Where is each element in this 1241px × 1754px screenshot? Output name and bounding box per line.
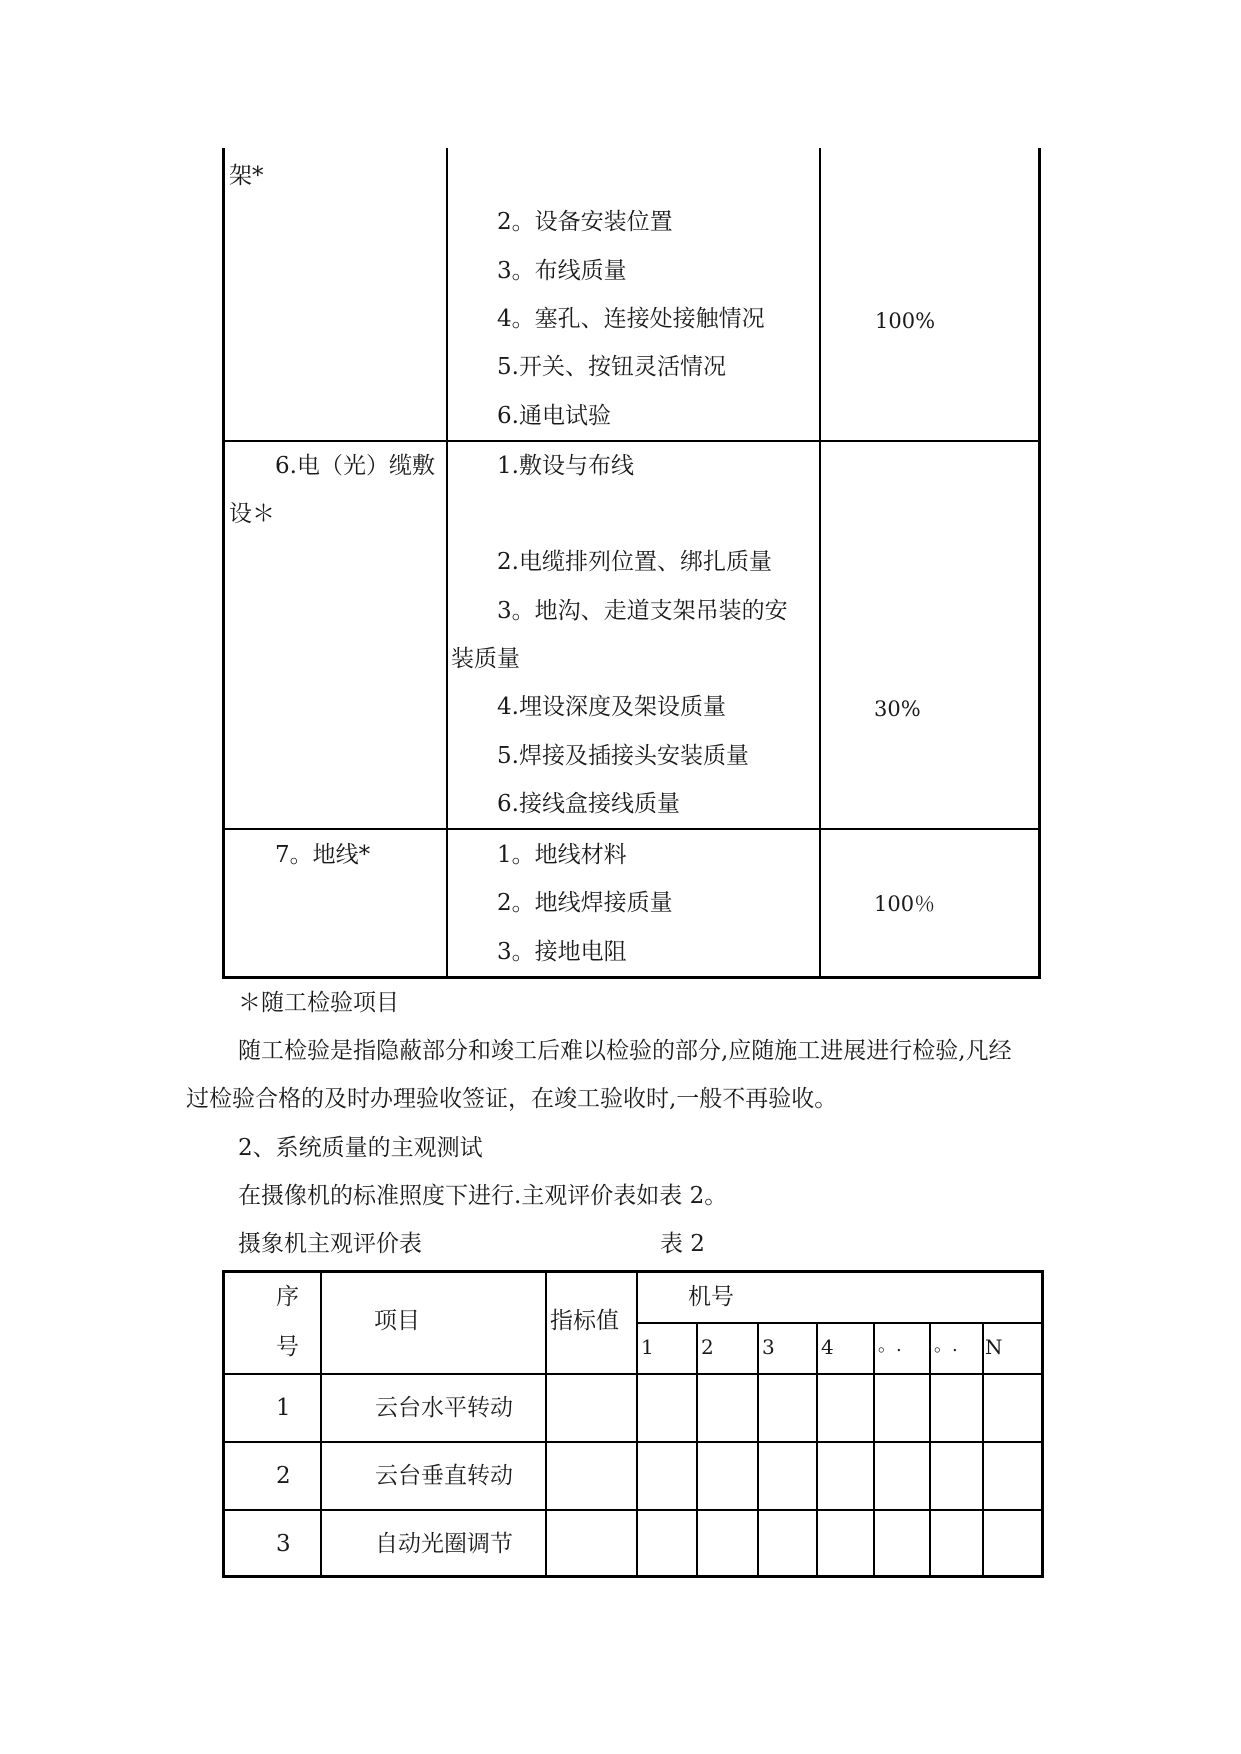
header-machine-col: 。. (934, 1335, 958, 1356)
column-divider (636, 1270, 638, 1578)
table-number: 表 2 (660, 1231, 705, 1257)
column-divider (819, 148, 821, 978)
row-item: 自动光圈调节 (375, 1531, 513, 1557)
row-seq: 3 (276, 1531, 291, 1557)
table-cell-check: 6.通电试验 (497, 403, 611, 429)
row-seq: 1 (276, 1395, 291, 1421)
table-border-left (222, 148, 225, 979)
row-divider (222, 1509, 1044, 1511)
footnote: ＊随工检验项目 (238, 990, 399, 1016)
table-cell-item: 设＊ (229, 501, 275, 527)
table-cell-check: 装质量 (451, 646, 520, 672)
table-cell-item: 架* (229, 163, 264, 189)
table-cell-check: 6.接线盒接线质量 (497, 791, 680, 817)
table-cell-item: 7。地线* (275, 842, 371, 868)
table-cell-check: 2.电缆排列位置、绑扎质量 (497, 549, 772, 575)
column-divider (696, 1323, 698, 1578)
paragraph: 随工检验是指隐蔽部分和竣工后难以检验的部分,应随施工进展进行检验,凡经 (238, 1038, 1012, 1064)
header-machine-col: 3 (762, 1335, 775, 1359)
table-border-left (222, 1270, 225, 1578)
column-divider (929, 1323, 931, 1578)
column-divider (873, 1323, 875, 1578)
table-cell-check: 2。设备安装位置 (497, 209, 673, 235)
table-cell-check: 4。塞孔、连接处接触情况 (497, 306, 765, 332)
header-machine-col: 1 (641, 1335, 654, 1359)
header-machine-col: 2 (701, 1335, 714, 1359)
column-divider (982, 1323, 984, 1578)
header-machine: 机号 (688, 1284, 734, 1310)
column-divider (446, 148, 448, 978)
table-border-right (1038, 148, 1041, 979)
header-machine-col: 4 (821, 1335, 834, 1359)
column-divider (816, 1323, 818, 1578)
table-cell-check: 4.埋设深度及架设质量 (497, 694, 726, 720)
table-cell-check: 2。地线焊接质量 (497, 890, 673, 916)
header-item: 项目 (374, 1308, 420, 1334)
header-seq: 序 (276, 1284, 299, 1310)
row-divider (222, 1441, 1044, 1443)
row-divider (222, 828, 1040, 830)
table-border-top (222, 1270, 1044, 1273)
header-machine-col: 。. (878, 1335, 902, 1356)
header-target: 指标值 (550, 1308, 619, 1334)
table-border-right (1041, 1270, 1044, 1578)
row-seq: 2 (276, 1463, 291, 1489)
section-heading: 2、系统质量的主观测试 (238, 1135, 483, 1161)
inspection-table (222, 148, 1040, 979)
table-cell-ratio: 100％ (874, 892, 936, 916)
table-border-bottom (222, 976, 1041, 979)
header-seq: 号 (276, 1334, 299, 1360)
row-item: 云台水平转动 (375, 1395, 513, 1421)
table-cell-check: 3。地沟、走道支架吊装的安 (497, 598, 788, 624)
row-divider (222, 1373, 1044, 1375)
table-cell-check: 1。地线材料 (497, 842, 627, 868)
table-cell-ratio: 100% (875, 309, 936, 333)
table-caption: 摄象机主观评价表 (238, 1231, 422, 1257)
row-divider (222, 440, 1040, 442)
table-cell-item: 6.电（光）缆敷 (275, 453, 435, 479)
table-cell-check: 3。接地电阻 (497, 939, 627, 965)
row-item: 云台垂直转动 (375, 1463, 513, 1489)
column-divider (320, 1270, 322, 1578)
table-cell-check: 5.开关、按钮灵活情况 (497, 354, 726, 380)
column-divider (757, 1323, 759, 1578)
table-cell-check: 3。布线质量 (497, 258, 627, 284)
table-border-bottom (222, 1575, 1044, 1578)
paragraph: 在摄像机的标准照度下进行.主观评价表如表 2。 (238, 1183, 728, 1209)
table-cell-check: 5.焊接及插接头安装质量 (497, 743, 749, 769)
table-cell-check: 1.敷设与布线 (497, 453, 634, 479)
paragraph: 过检验合格的及时办理验收签证，在竣工验收时,一般不再验收。 (186, 1086, 838, 1112)
camera-evaluation-table (222, 1270, 1044, 1578)
header-machine-col: N (985, 1335, 1003, 1359)
table-cell-ratio: 30% (874, 697, 921, 721)
column-divider (545, 1270, 547, 1578)
